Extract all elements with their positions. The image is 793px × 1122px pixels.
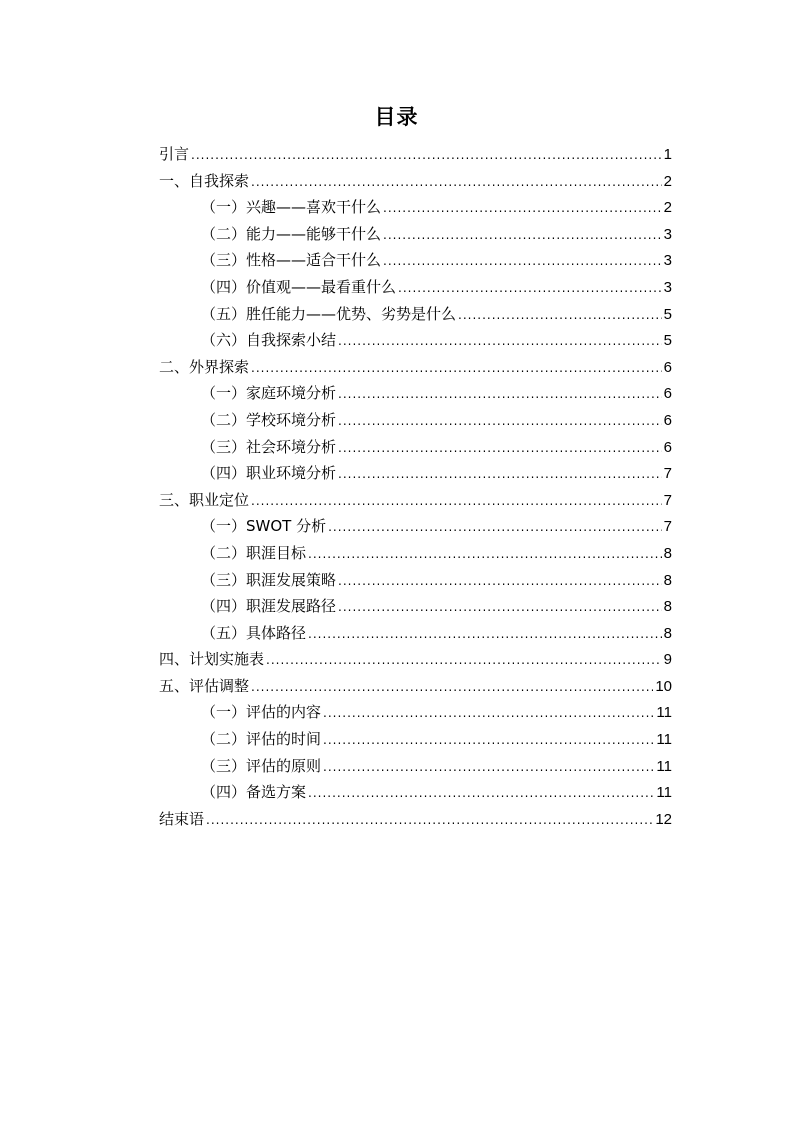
toc-dot-leader	[323, 754, 654, 781]
toc-entry[interactable]	[159, 380, 672, 407]
toc-entry-title: （四）职涯发展路径	[201, 597, 337, 616]
toc-dot-leader	[338, 408, 662, 435]
toc-dot-leader	[323, 700, 654, 727]
toc-entry-title: 结束语	[159, 809, 205, 828]
toc-entry[interactable]	[159, 806, 672, 833]
toc-entry[interactable]	[159, 567, 672, 594]
toc-entry-title: （四）备选方案	[201, 783, 307, 802]
toc-entry[interactable]	[159, 699, 672, 726]
toc-entry-title: （二）评估的时间	[201, 730, 322, 749]
toc-entry[interactable]	[159, 646, 672, 673]
toc-entry-page-number: 12	[655, 810, 672, 828]
toc-entry-title: 二、外界探索	[159, 357, 250, 376]
toc-dot-leader	[323, 727, 654, 754]
toc-dot-leader	[251, 674, 653, 701]
toc-list	[159, 141, 672, 832]
toc-entry[interactable]	[159, 301, 672, 328]
toc-entry-page-number: 9	[663, 651, 672, 669]
toc-entry-title: （一）兴趣——喜欢干什么	[201, 198, 382, 217]
toc-entry[interactable]	[159, 274, 672, 301]
toc-dot-leader	[338, 461, 662, 488]
toc-entry-title: （三）性格——适合干什么	[201, 251, 382, 270]
toc-entry-page-number: 11	[656, 704, 672, 722]
toc-entry-page-number: 8	[663, 544, 672, 562]
toc-entry[interactable]	[159, 487, 672, 514]
toc-entry-page-number: 6	[663, 385, 672, 403]
toc-entry-title: （五）胜任能力——优势、劣势是什么	[201, 304, 457, 323]
toc-entry-page-number: 3	[663, 225, 672, 243]
toc-entry[interactable]	[159, 726, 672, 753]
toc-entry[interactable]	[159, 620, 672, 647]
toc-entry[interactable]	[159, 593, 672, 620]
toc-entry-title: 四、计划实施表	[159, 650, 265, 669]
toc-entry-page-number: 3	[663, 278, 672, 296]
toc-entry-title: （四）职业环境分析	[201, 464, 337, 483]
toc-dot-leader	[328, 514, 662, 541]
toc-dot-leader	[251, 169, 662, 196]
toc-dot-leader	[308, 541, 662, 568]
toc-dot-leader	[383, 195, 662, 222]
toc-entry-title: 引言	[159, 145, 190, 163]
toc-title: 目录	[374, 105, 419, 129]
toc-dot-leader	[383, 248, 662, 275]
toc-entry-page-number: 6	[663, 358, 672, 376]
toc-entry[interactable]	[159, 434, 672, 461]
toc-entry-page-number: 6	[663, 438, 672, 456]
toc-entry-title: 三、职业定位	[159, 490, 250, 509]
toc-entry-page-number: 2	[663, 199, 672, 217]
toc-entry-page-number: 3	[663, 252, 672, 270]
toc-entry-title: （二）学校环境分析	[201, 410, 337, 429]
toc-entry[interactable]	[159, 141, 672, 168]
toc-dot-leader	[383, 222, 662, 249]
toc-entry-page-number: 2	[663, 172, 672, 190]
toc-dot-leader	[338, 381, 662, 408]
toc-entry-title: （四）价值观——最看重什么	[201, 277, 397, 296]
toc-entry[interactable]	[159, 513, 672, 540]
toc-entry-page-number: 8	[663, 571, 672, 589]
toc-entry-page-number: 7	[663, 465, 672, 483]
toc-entry-page-number: 5	[663, 332, 672, 350]
toc-dot-leader	[338, 594, 662, 621]
toc-entry-title: （三）社会环境分析	[201, 437, 337, 456]
toc-dot-leader	[338, 435, 662, 462]
toc-dot-leader	[266, 647, 662, 674]
toc-dot-leader	[308, 780, 654, 807]
toc-entry-title: （三）职涯发展策略	[201, 570, 337, 589]
toc-dot-leader	[206, 807, 653, 834]
toc-entry[interactable]	[159, 779, 672, 806]
toc-entry-page-number: 1	[663, 146, 672, 163]
toc-entry-title: （二）能力——能够干什么	[201, 224, 382, 243]
toc-dot-leader	[308, 621, 662, 648]
toc-entry-page-number: 8	[663, 598, 672, 616]
toc-dot-leader	[338, 568, 662, 595]
toc-dot-leader	[398, 275, 662, 302]
toc-entry[interactable]	[159, 753, 672, 780]
toc-entry-page-number: 8	[663, 624, 672, 642]
toc-entry[interactable]	[159, 168, 672, 195]
toc-entry[interactable]	[159, 407, 672, 434]
toc-entry-title: 一、自我探索	[159, 171, 250, 190]
toc-entry-title: （二）职涯目标	[201, 543, 307, 562]
toc-entry[interactable]	[159, 247, 672, 274]
toc-entry-title: （三）评估的原则	[201, 756, 322, 775]
toc-entry[interactable]	[159, 194, 672, 221]
toc-entry[interactable]	[159, 327, 672, 354]
toc-entry-page-number: 7	[663, 518, 672, 536]
toc-entry[interactable]	[159, 221, 672, 248]
toc-entry-title: （一）SWOT 分析	[201, 517, 327, 536]
toc-entry-title: （六）自我探索小结	[201, 331, 337, 350]
toc-dot-leader	[338, 328, 662, 355]
toc-entry-page-number: 11	[656, 757, 672, 775]
toc-entry-page-number: 6	[663, 411, 672, 429]
toc-dot-leader	[251, 488, 662, 515]
toc-entry-page-number: 11	[656, 784, 672, 802]
toc-entry[interactable]	[159, 540, 672, 567]
toc-entry-page-number: 11	[656, 731, 672, 749]
toc-entry-page-number: 7	[663, 491, 672, 509]
toc-entry[interactable]	[159, 460, 672, 487]
toc-dot-leader	[251, 355, 662, 382]
toc-entry[interactable]	[159, 673, 672, 700]
toc-entry-title: 五、评估调整	[159, 676, 250, 695]
toc-dot-leader	[191, 142, 662, 169]
toc-entry-title: （一）家庭环境分析	[201, 384, 337, 403]
toc-entry-title: （一）评估的内容	[201, 703, 322, 722]
toc-entry[interactable]	[159, 354, 672, 381]
toc-dot-leader	[458, 302, 662, 329]
toc-entry-title: （五）具体路径	[201, 623, 307, 642]
toc-entry-page-number: 10	[655, 677, 672, 695]
toc-entry-page-number: 5	[663, 305, 672, 323]
